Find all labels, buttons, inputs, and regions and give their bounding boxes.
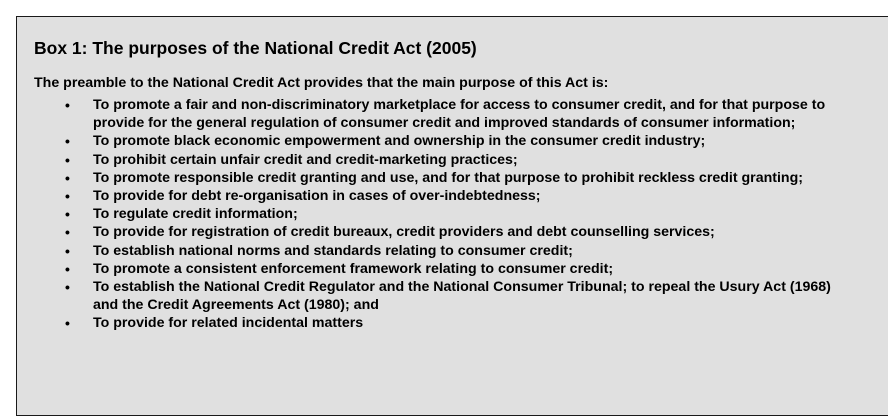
list-item [17,132,857,150]
bullet-icon: • [65,188,70,205]
list-item [17,96,857,132]
purpose-list [17,96,857,333]
bullet-icon: • [65,242,70,259]
list-item [17,169,857,187]
list-item [17,314,857,332]
list-item-text: To provide for registration of credit bureaux, credit providers and debt counselling services; [93,224,715,241]
list-item-text: To promote a fair and non-discriminatory marketplace for access to consumer credit, and for that purpose to provide for the general regulation of consumer credit and improved standards of consumer information; [93,97,826,132]
list-item-text: To establish national norms and standards relating to consumer credit; [93,242,573,259]
bullet-icon: • [65,97,70,113]
list-item [17,187,857,205]
box-title: Box 1: The purposes of the National Credit Act (2005) [34,38,477,58]
bullet-icon: • [65,315,70,332]
list-item [17,242,857,260]
list-item-text: To regulate credit information; [93,206,298,223]
bullet-icon: • [65,151,70,168]
list-item [17,223,857,241]
list-item-text: To establish the National Credit Regulator and the National Consumer Tribunal; to repeal the Usury Act (1968) and the Credit Agreements Act (1980); and [93,279,831,314]
preamble-text: The preamble to the National Credit Act provides that the main purpose of this Act is: [34,75,609,91]
list-item-text: To promote black economic empowerment and ownership in the consumer credit industry; [93,133,706,150]
bullet-icon: • [65,279,70,296]
list-item-text: To provide for debt re-organisation in cases of over-indebtedness; [93,188,541,205]
list-item-text: To provide for related incidental matters [93,315,364,332]
list-item-text: To prohibit certain unfair credit and credit-marketing practices; [93,151,518,168]
list-item-text: To promote responsible credit granting and use, and for that purpose to prohibit reckless credit granting; [93,169,803,186]
list-item-text: To promote a consistent enforcement framework relating to consumer credit; [93,260,614,277]
list-item [17,205,857,223]
bullet-icon: • [65,260,70,277]
bullet-icon: • [65,169,70,186]
list-item [17,260,857,278]
bullet-icon: • [65,133,70,150]
list-item [17,278,857,314]
list-item [17,151,857,169]
bullet-icon: • [65,206,70,223]
text-box [16,16,888,416]
bullet-icon: • [65,224,70,241]
